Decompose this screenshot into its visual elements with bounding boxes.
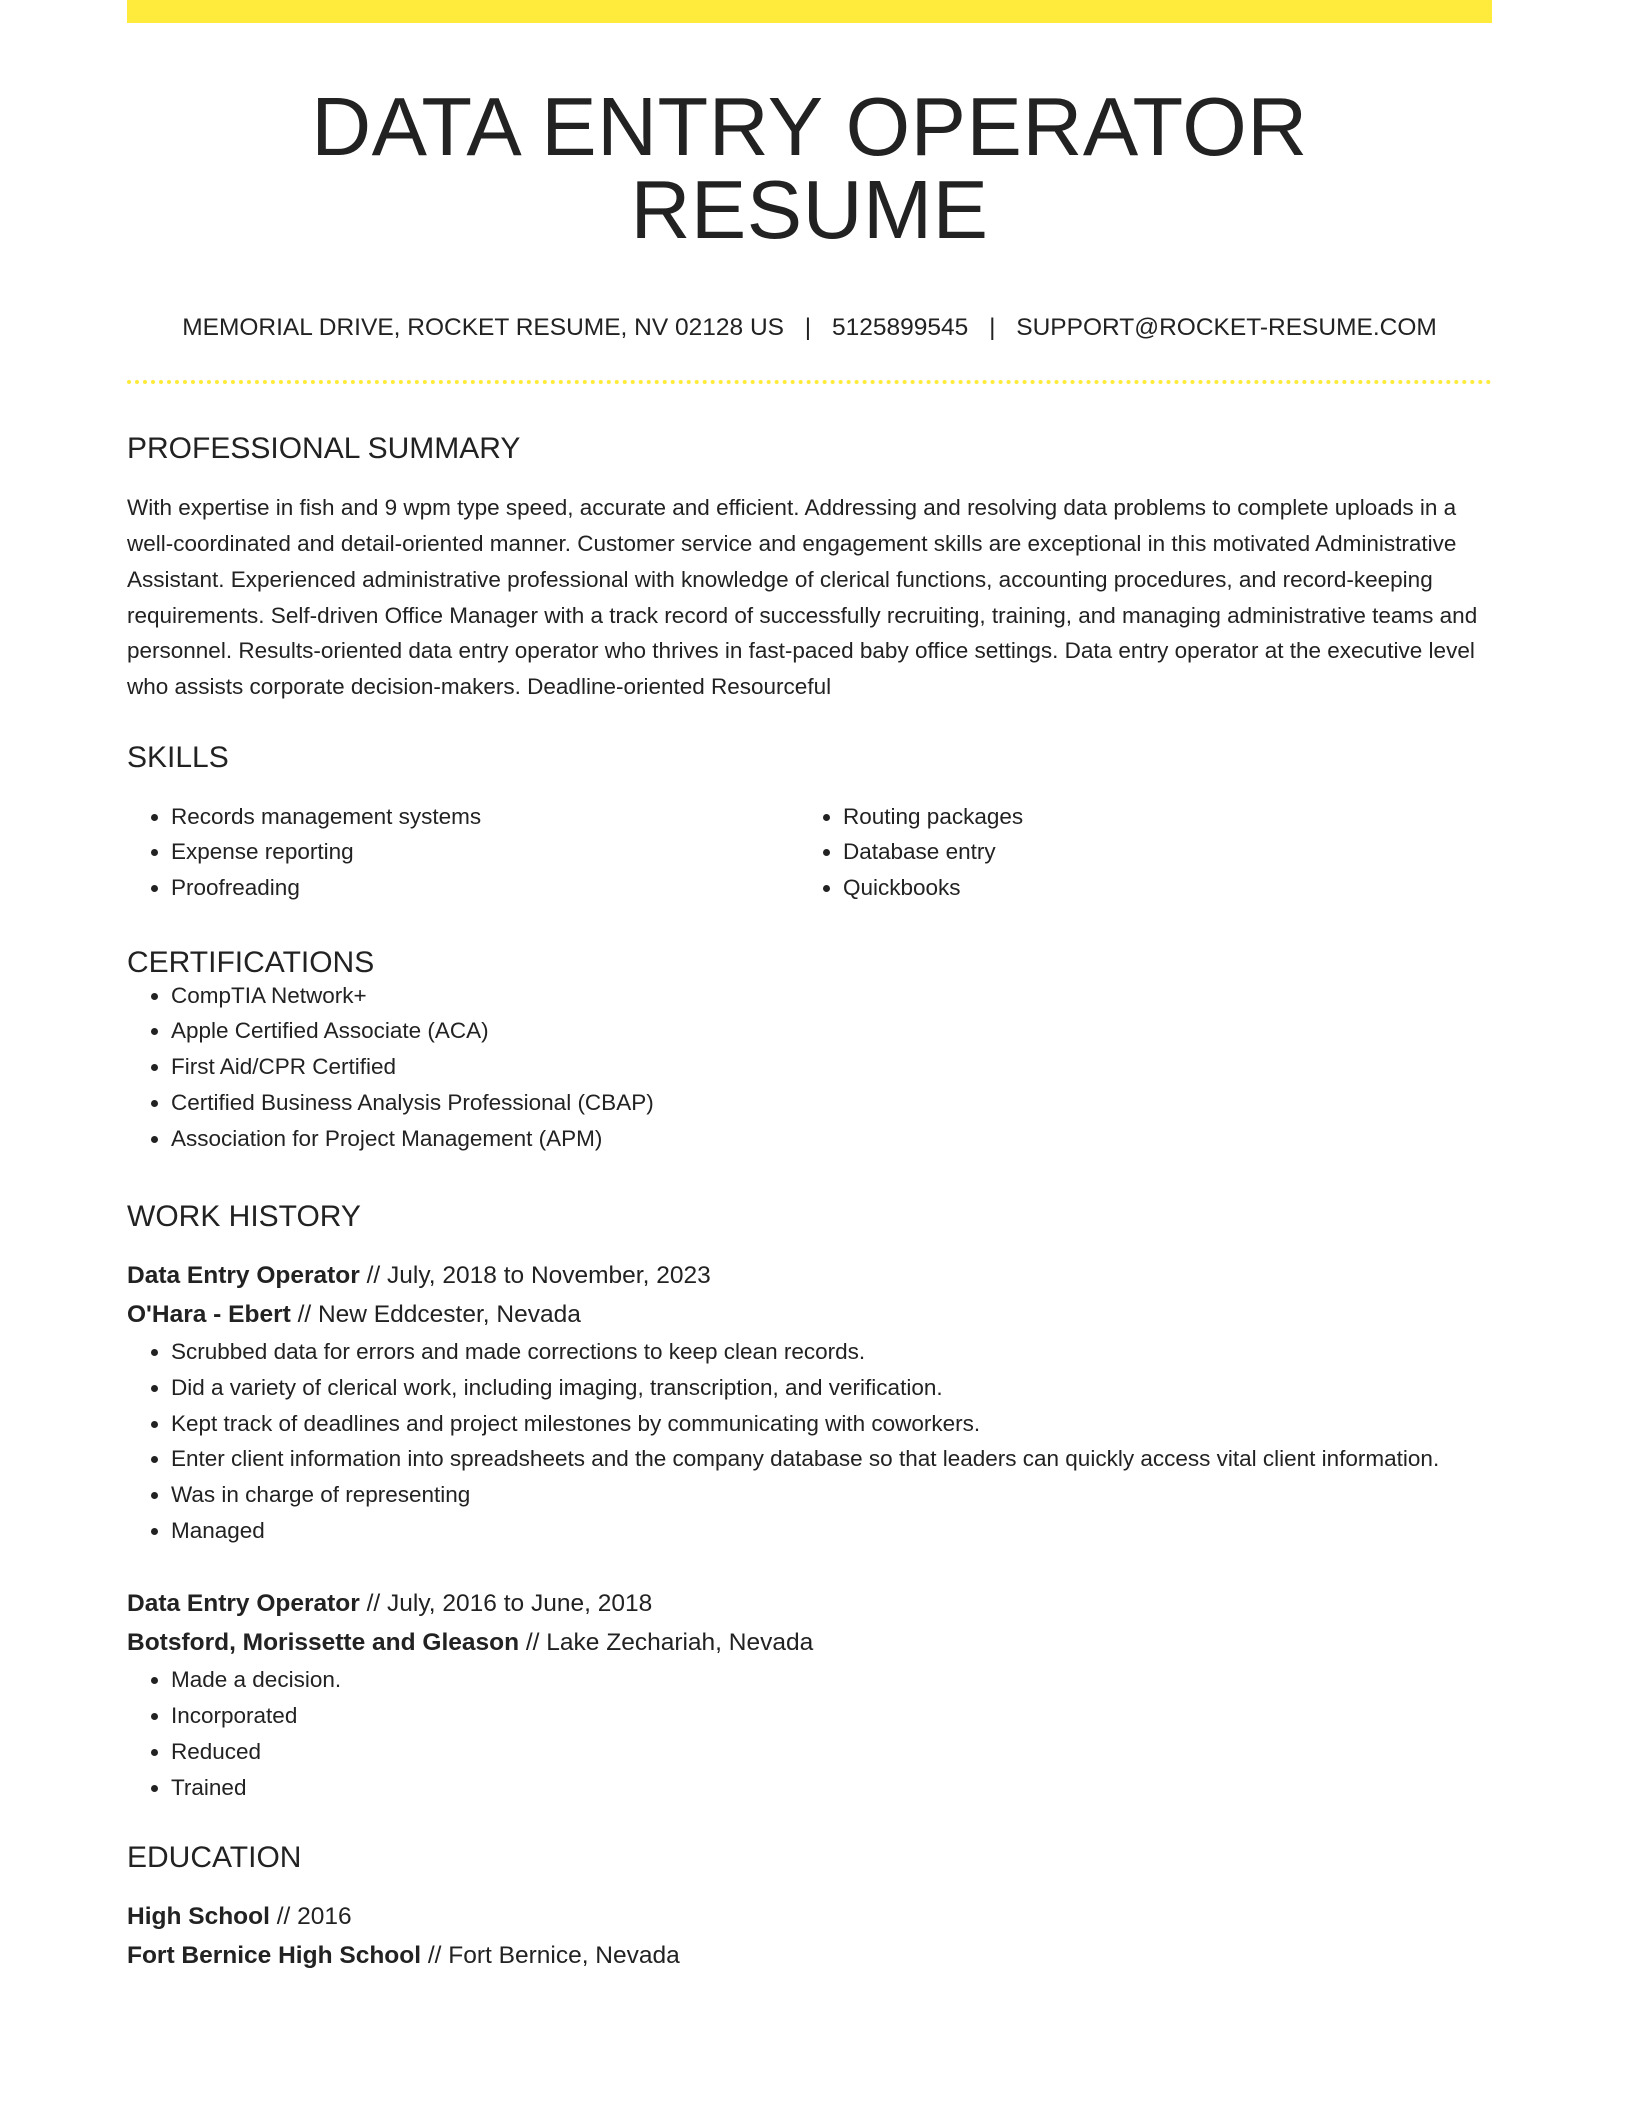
skill-item: • Quickbooks	[843, 870, 1471, 906]
certification-item: • CompTIA Network+	[171, 978, 1492, 1014]
job-duty: • Made a decision.	[171, 1662, 1492, 1698]
job-location: // Lake Zechariah, Nevada	[519, 1629, 814, 1657]
job-role: Data Entry Operator	[127, 1590, 360, 1618]
job-duty: • Kept track of deadlines and project milestones by communicating with coworkers.	[171, 1406, 1492, 1442]
education-year: // 2016	[269, 1903, 352, 1931]
skill-item: • Database entry	[843, 834, 1471, 870]
education-school: Fort Bernice High School	[127, 1942, 422, 1970]
education-school-line	[127, 1936, 1492, 1975]
skills-left-column	[127, 799, 799, 906]
job-header	[127, 1584, 1492, 1662]
job-dates: // July, 2018 to November, 2023	[359, 1262, 711, 1290]
job-duty: • Did a variety of clerical work, including imaging, transcription, and verification.	[171, 1370, 1492, 1406]
job-duty: • Reduced	[171, 1734, 1492, 1770]
job-role: Data Entry Operator	[127, 1262, 360, 1290]
education-heading: EDUCATION	[127, 1841, 302, 1875]
certification-item: • First Aid/CPR Certified	[171, 1049, 1492, 1085]
job-duties-list	[127, 1334, 1492, 1548]
certification-item: • Certified Business Analysis Professional (CBAP)	[171, 1085, 1492, 1121]
contact-separator: |	[804, 314, 812, 341]
job-duty: • Scrubbed data for errors and made corrections to keep clean records.	[171, 1334, 1492, 1370]
certification-item: • Association for Project Management (APM)	[171, 1121, 1492, 1157]
skills-heading: SKILLS	[127, 740, 229, 774]
job-duty: • Was in charge of representing	[171, 1477, 1492, 1513]
job-company: Botsford, Morissette and Gleason	[127, 1629, 520, 1657]
dotted-divider	[127, 380, 1492, 384]
certifications-heading: CERTIFICATIONS	[127, 945, 375, 979]
summary-text: With expertise in fish and 9 wpm type speed, accurate and efficient. Addressing and resolving data problems to complete uploads in a well-coordinated and detail-oriented manner. Customer service and engagement skills are exceptional in this motivated Administrative Assistant. Experienced administrative professional with knowledge of clerical functions, accounting procedures, and record-keeping requirements. Self-driven Office Manager with a track record of successfully recruiting, training, and managing administrative teams and personnel. Results-oriented data entry operator who thrives in fast-paced baby office settings. Data entry operator at the executive level who assists corporate decision-makers. Deadline-oriented Resourceful	[127, 495, 1478, 699]
contact-line	[127, 313, 1492, 342]
contact-email: SUPPORT@ROCKET-RESUME.COM	[1016, 314, 1437, 341]
job-location: // New Eddcester, Nevada	[290, 1301, 581, 1329]
job-company: O'Hara - Ebert	[127, 1301, 291, 1329]
resume-title: DATA ENTRY OPERATOR RESUME	[311, 80, 1308, 256]
job-duty: • Trained	[171, 1770, 1492, 1806]
job-header	[127, 1256, 1492, 1334]
accent-top-bar	[127, 0, 1492, 23]
education-entry	[127, 1897, 1492, 1975]
job-role-line	[127, 1584, 1492, 1623]
skill-item: • Expense reporting	[171, 834, 799, 870]
job-duties-list	[127, 1662, 1492, 1805]
contact-separator: |	[989, 314, 996, 341]
contact-phone: 5125899545	[831, 314, 969, 341]
skills-right-column	[799, 799, 1471, 906]
certification-item: • Apple Certified Associate (ACA)	[171, 1013, 1492, 1049]
job-duty: • Enter client information into spreadsheets and the company database so that leaders can quickly access vital client information.	[171, 1441, 1492, 1477]
work-history-heading: WORK HISTORY	[127, 1200, 361, 1234]
skill-item: • Records management systems	[171, 799, 799, 835]
summary-heading: PROFESSIONAL SUMMARY	[127, 432, 521, 466]
education-degree: High School	[127, 1903, 270, 1931]
job-duty: • Incorporated	[171, 1698, 1492, 1734]
skills-grid	[127, 799, 1492, 906]
skill-item: • Proofreading	[171, 870, 799, 906]
job-company-line	[127, 1623, 1492, 1662]
skill-item: • Routing packages	[843, 799, 1471, 835]
job-company-line	[127, 1295, 1492, 1334]
contact-address: MEMORIAL DRIVE, ROCKET RESUME, NV 02128 US	[182, 314, 784, 341]
education-location: // Fort Bernice, Nevada	[421, 1942, 680, 1970]
resume-content	[127, 23, 1492, 1975]
job-duty: • Managed	[171, 1513, 1492, 1549]
job-role-line	[127, 1256, 1492, 1295]
education-degree-line	[127, 1897, 1492, 1936]
job-dates: // July, 2016 to June, 2018	[359, 1590, 653, 1618]
certifications-list	[127, 978, 1492, 1157]
